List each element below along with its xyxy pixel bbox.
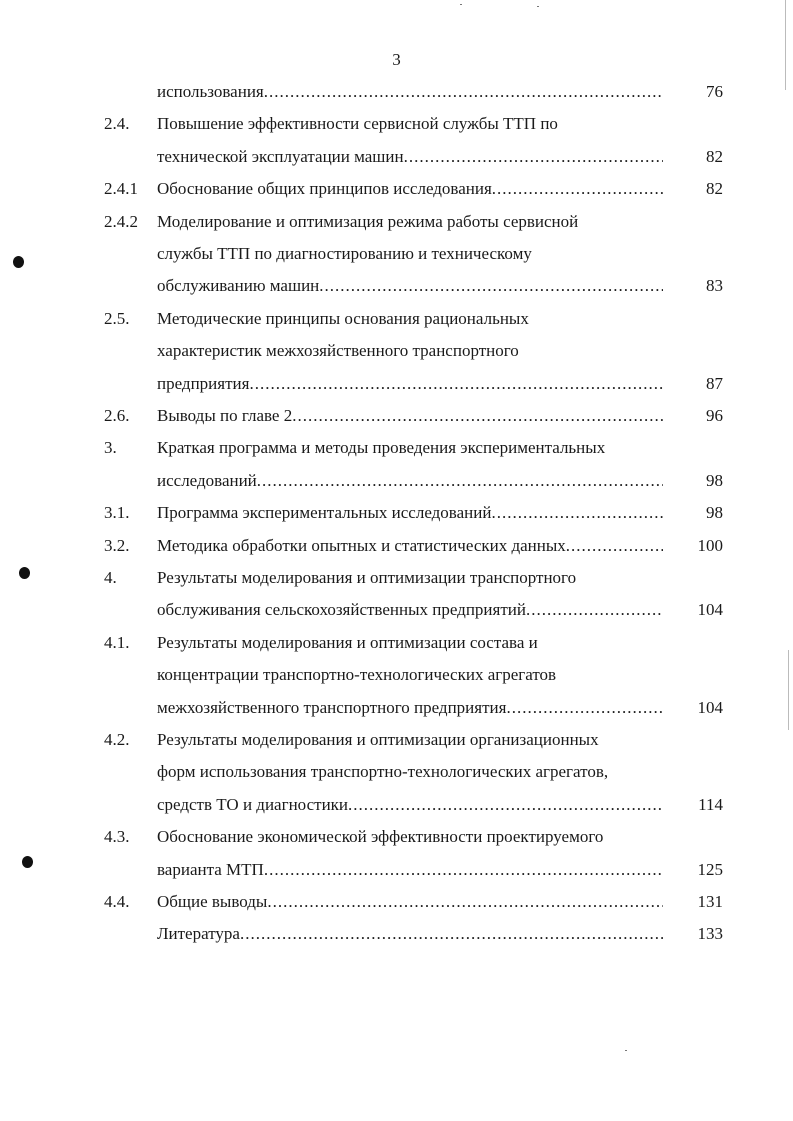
toc-entry-title: концентрации транспортно-технологических агрегатов (157, 665, 557, 684)
page-number: 3 (392, 50, 401, 69)
toc-line (0, 594, 793, 626)
toc-line (0, 270, 793, 302)
toc-line (0, 76, 793, 108)
toc-entry-title: Результаты моделирования и оптимизации состава и (157, 633, 538, 652)
toc-entry-number: 2.6. (104, 406, 130, 425)
toc-line (0, 368, 793, 400)
toc-line (0, 692, 793, 724)
toc-entry-title: Результаты моделирования и оптимизации транспортного (157, 568, 577, 587)
toc-entry-title: службы ТТП по диагностированию и техническому (157, 244, 532, 263)
scan-speck (537, 6, 539, 7)
toc-entry-title: Выводы по главе 2 ..... (157, 400, 687, 432)
toc-line (0, 918, 793, 950)
toc-entry-title: Общие выводы ..... (157, 886, 687, 918)
toc-entry-number: 4.1. (104, 633, 130, 652)
toc-entry-page: 133 (663, 918, 723, 950)
scan-speck (625, 1050, 627, 1051)
toc-entry-page: 96 (663, 400, 723, 432)
toc-entry-page: 83 (663, 270, 723, 302)
toc-entry-page: 104 (663, 692, 723, 724)
toc-entry-title: технической эксплуатации машин ..... (157, 141, 687, 173)
toc-entry-number: 4.2. (104, 730, 130, 749)
toc-entry-title: Результаты моделирования и оптимизации организационных (157, 730, 599, 749)
toc-entry-title: Обоснование экономической эффективности проектируемого (157, 827, 604, 846)
toc-line (0, 854, 793, 886)
toc-entry-page: 98 (663, 497, 723, 529)
toc-entry-title: средств ТО и диагностики ..... (157, 789, 687, 821)
toc-line (0, 335, 793, 367)
toc-entry-title: межхозяйственного транспортного предприятия ..... (157, 692, 687, 724)
toc-entry-title: Моделирование и оптимизация режима работы сервисной (157, 212, 579, 231)
toc-line (0, 141, 793, 173)
toc-line (0, 562, 793, 594)
punch-hole-mark (19, 567, 30, 579)
toc-line (0, 432, 793, 464)
toc-entry-number: 4. (104, 568, 117, 587)
toc-entry-page: 76 (663, 76, 723, 108)
toc-line (0, 108, 793, 140)
toc-entry-page: 125 (663, 854, 723, 886)
toc-entry-page: 100 (663, 530, 723, 562)
toc-line (0, 821, 793, 853)
toc-line (0, 724, 793, 756)
toc-entry-number: 2.4.1 (104, 179, 138, 198)
toc-entry-page: 82 (663, 173, 723, 205)
toc-line (0, 303, 793, 335)
toc-entry-title: Литература ..... (157, 918, 687, 950)
toc-entry-title: обслуживанию машин ..... (157, 270, 687, 302)
toc-entry-number: 3. (104, 438, 117, 457)
toc-entry-number: 2.4.2 (104, 212, 138, 231)
toc-entry-title: Программа экспериментальных исследований ..... (157, 497, 687, 529)
toc-entry-page: 131 (663, 886, 723, 918)
toc-entry-title: предприятия ..... (157, 368, 687, 400)
toc-line (0, 530, 793, 562)
toc-entry-number: 3.1. (104, 503, 130, 522)
scan-speck (460, 4, 462, 5)
scan-edge-line (785, 0, 786, 90)
punch-hole-mark (22, 856, 33, 868)
toc-line (0, 497, 793, 529)
toc-entry-number: 4.3. (104, 827, 130, 846)
toc-entry-number: 4.4. (104, 892, 130, 911)
toc-entry-title: Обоснование общих принципов исследования ..... (157, 173, 687, 205)
toc-entry-page: 82 (663, 141, 723, 173)
toc-entry-page: 98 (663, 465, 723, 497)
toc-entry-page: 104 (663, 594, 723, 626)
toc-entry-title: исследований ..... (157, 465, 687, 497)
toc-line (0, 659, 793, 691)
scan-edge-line (788, 650, 789, 730)
toc-entry-title: Повышение эффективности сервисной службы ТТП по (157, 114, 558, 133)
toc-line (0, 206, 793, 238)
toc-entry-title: Краткая программа и методы проведения экспериментальных (157, 438, 606, 457)
toc-entry-page: 114 (663, 789, 723, 821)
toc-line (0, 400, 793, 432)
toc-entry-page: 87 (663, 368, 723, 400)
toc-entry-title: форм использования транспортно-технологических агрегатов, (157, 762, 609, 781)
toc-line (0, 756, 793, 788)
punch-hole-mark (13, 256, 24, 268)
toc-entry-title: использования ..... (157, 76, 687, 108)
toc-entry-title: обслуживания сельскохозяйственных предприятий ..... (157, 594, 687, 626)
toc-entry-title: характеристик межхозяйственного транспортного (157, 341, 519, 360)
toc-entry-number: 3.2. (104, 536, 130, 555)
toc-entry-title: Методические принципы основания рациональных (157, 309, 529, 328)
toc-line (0, 173, 793, 205)
toc-line (0, 789, 793, 821)
toc-entry-title: варианта МТП ..... (157, 854, 687, 886)
toc-line (0, 886, 793, 918)
toc-line (0, 238, 793, 270)
toc-line (0, 627, 793, 659)
toc-line (0, 465, 793, 497)
toc-entry-number: 2.4. (104, 114, 130, 133)
toc-entry-title: Методика обработки опытных и статистических данных ..... (157, 530, 687, 562)
toc-entry-number: 2.5. (104, 309, 130, 328)
